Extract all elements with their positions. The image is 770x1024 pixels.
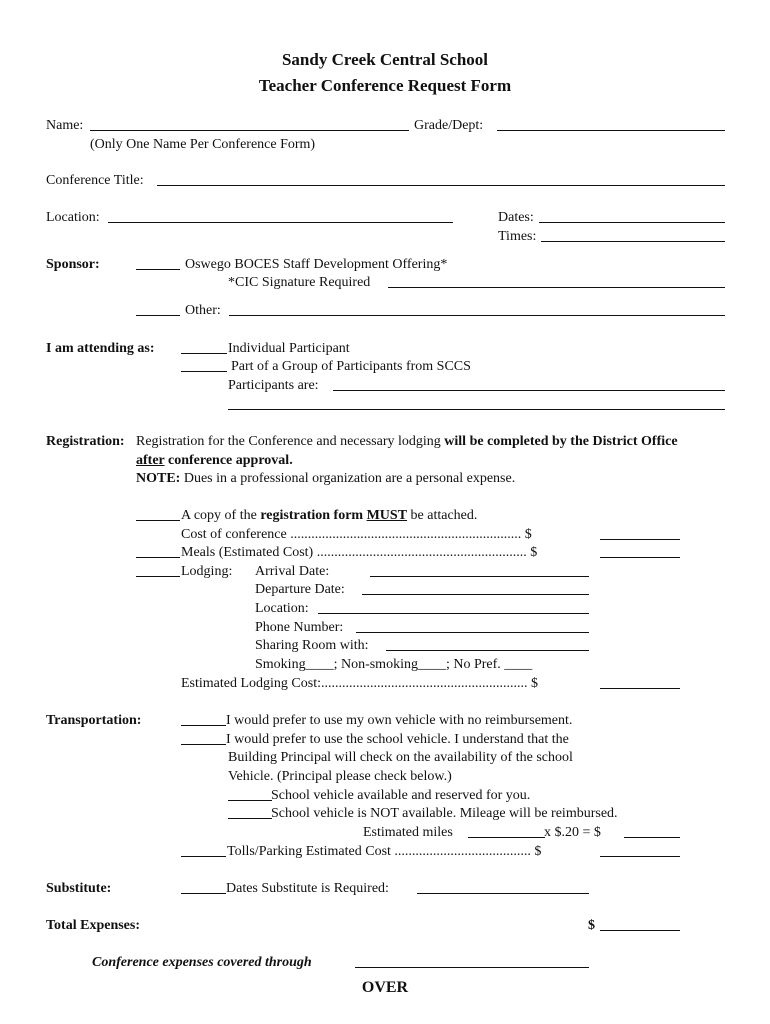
school-vehicle-check[interactable] [181,744,226,745]
name-field[interactable] [90,130,409,131]
cost-of-conference-field[interactable] [600,539,680,540]
participants-field-1[interactable] [333,390,725,391]
meals-label: Meals (Estimated Cost) ............................................................ $ [181,545,538,560]
form-title: Teacher Conference Request Form [258,76,512,95]
vehicle-available-check[interactable] [228,800,272,801]
sharing-room-label: Sharing Room with: [255,638,369,653]
school-vehicle-text-1: I would prefer to use the school vehicle. I understand that the [226,732,569,747]
dates-field[interactable] [539,222,725,223]
registration-line-1: Registration for the Conference and necessary lodging will be completed by the District Office [136,434,678,449]
mileage-rate-label: x $.20 = $ [544,825,601,840]
registration-form-check[interactable] [136,520,180,521]
individual-check[interactable] [181,353,227,354]
transportation-label: Transportation: [46,713,142,728]
arrival-date-label: Arrival Date: [255,564,330,579]
conference-title-field[interactable] [157,185,725,186]
tolls-check[interactable] [181,856,226,857]
substitute-label: Substitute: [46,881,112,896]
over-indicator: OVER [361,979,409,996]
sharing-room-field[interactable] [386,650,589,651]
sponsor-label: Sponsor: [46,257,100,272]
vehicle-not-available-text: School vehicle is NOT available. Mileage will be reimbursed. [271,806,618,821]
sponsor-boces-text: Oswego BOCES Staff Development Offering* [185,257,448,272]
grade-field[interactable] [497,130,725,131]
total-expenses-label: Total Expenses: [46,918,141,933]
expenses-covered-label: Conference expenses covered through [92,955,312,970]
attending-label: I am attending as: [46,341,155,356]
mileage-total-field[interactable] [624,837,680,838]
cic-signature-field[interactable] [388,287,725,288]
cost-of-conference-label: Cost of conference .................................................................. $ [181,527,532,542]
total-dollar-sign: $ [588,918,595,933]
lodging-check[interactable] [136,576,180,577]
individual-text: Individual Participant [228,341,350,356]
location-label: Location: [46,210,100,225]
lodging-location-field[interactable] [318,613,589,614]
school-vehicle-text-2: Building Principal will check on the availability of the school [228,750,573,765]
own-vehicle-check[interactable] [181,725,226,726]
group-check[interactable] [181,371,227,372]
registration-line-2: after conference approval. [136,453,293,468]
group-text: Part of a Group of Participants from SCCS [231,359,471,374]
phone-number-label: Phone Number: [255,620,344,635]
expenses-covered-field[interactable] [355,967,589,968]
substitute-check[interactable] [181,893,226,894]
meals-check[interactable] [136,557,180,558]
substitute-text: Dates Substitute is Required: [226,881,389,896]
grade-label: Grade/Dept: [414,118,484,133]
registration-label: Registration: [46,434,125,449]
times-field[interactable] [541,241,725,242]
participants-field-2[interactable] [228,409,725,410]
school-vehicle-text-3: Vehicle. (Principal please check below.) [228,769,452,784]
sponsor-boces-check[interactable] [136,269,180,270]
meals-field[interactable] [600,557,680,558]
tolls-field[interactable] [600,856,680,857]
lodging-label: Lodging: [181,564,233,579]
participants-label: Participants are: [228,378,319,393]
vehicle-available-text: School vehicle available and reserved for you. [271,788,531,803]
estimated-lodging-label: Estimated Lodging Cost:........................................................... $ [181,676,538,691]
conference-title-label: Conference Title: [46,173,144,188]
own-vehicle-text: I would prefer to use my own vehicle with no reimbursement. [226,713,573,728]
departure-date-label: Departure Date: [255,582,345,597]
tolls-label: Tolls/Parking Estimated Cost ....................................... $ [227,844,542,859]
estimated-miles-field[interactable] [468,837,545,838]
substitute-dates-field[interactable] [417,893,589,894]
departure-date-field[interactable] [362,594,589,595]
name-label: Name: [46,118,84,133]
registration-copy-text: A copy of the registration form MUST be attached. [181,508,478,523]
lodging-location-label: Location: [255,601,309,616]
arrival-date-field[interactable] [370,576,589,577]
school-name: Sandy Creek Central School [281,50,489,69]
sponsor-other-check[interactable] [136,315,180,316]
total-expenses-field[interactable] [600,930,680,931]
name-note: (Only One Name Per Conference Form) [90,137,316,152]
estimated-miles-label: Estimated miles [363,825,453,840]
cic-signature-label: *CIC Signature Required [228,275,371,290]
estimated-lodging-field[interactable] [600,688,680,689]
vehicle-not-available-check[interactable] [228,818,272,819]
sponsor-other-label: Other: [185,303,221,318]
location-field[interactable] [108,222,453,223]
sponsor-other-field[interactable] [229,315,725,316]
times-label: Times: [498,229,537,244]
smoking-preference[interactable]: Smoking____; Non-smoking____; No Pref. ____ [255,657,533,672]
dates-label: Dates: [498,210,534,225]
registration-note: NOTE: Dues in a professional organization are a personal expense. [136,471,516,486]
phone-number-field[interactable] [356,632,589,633]
